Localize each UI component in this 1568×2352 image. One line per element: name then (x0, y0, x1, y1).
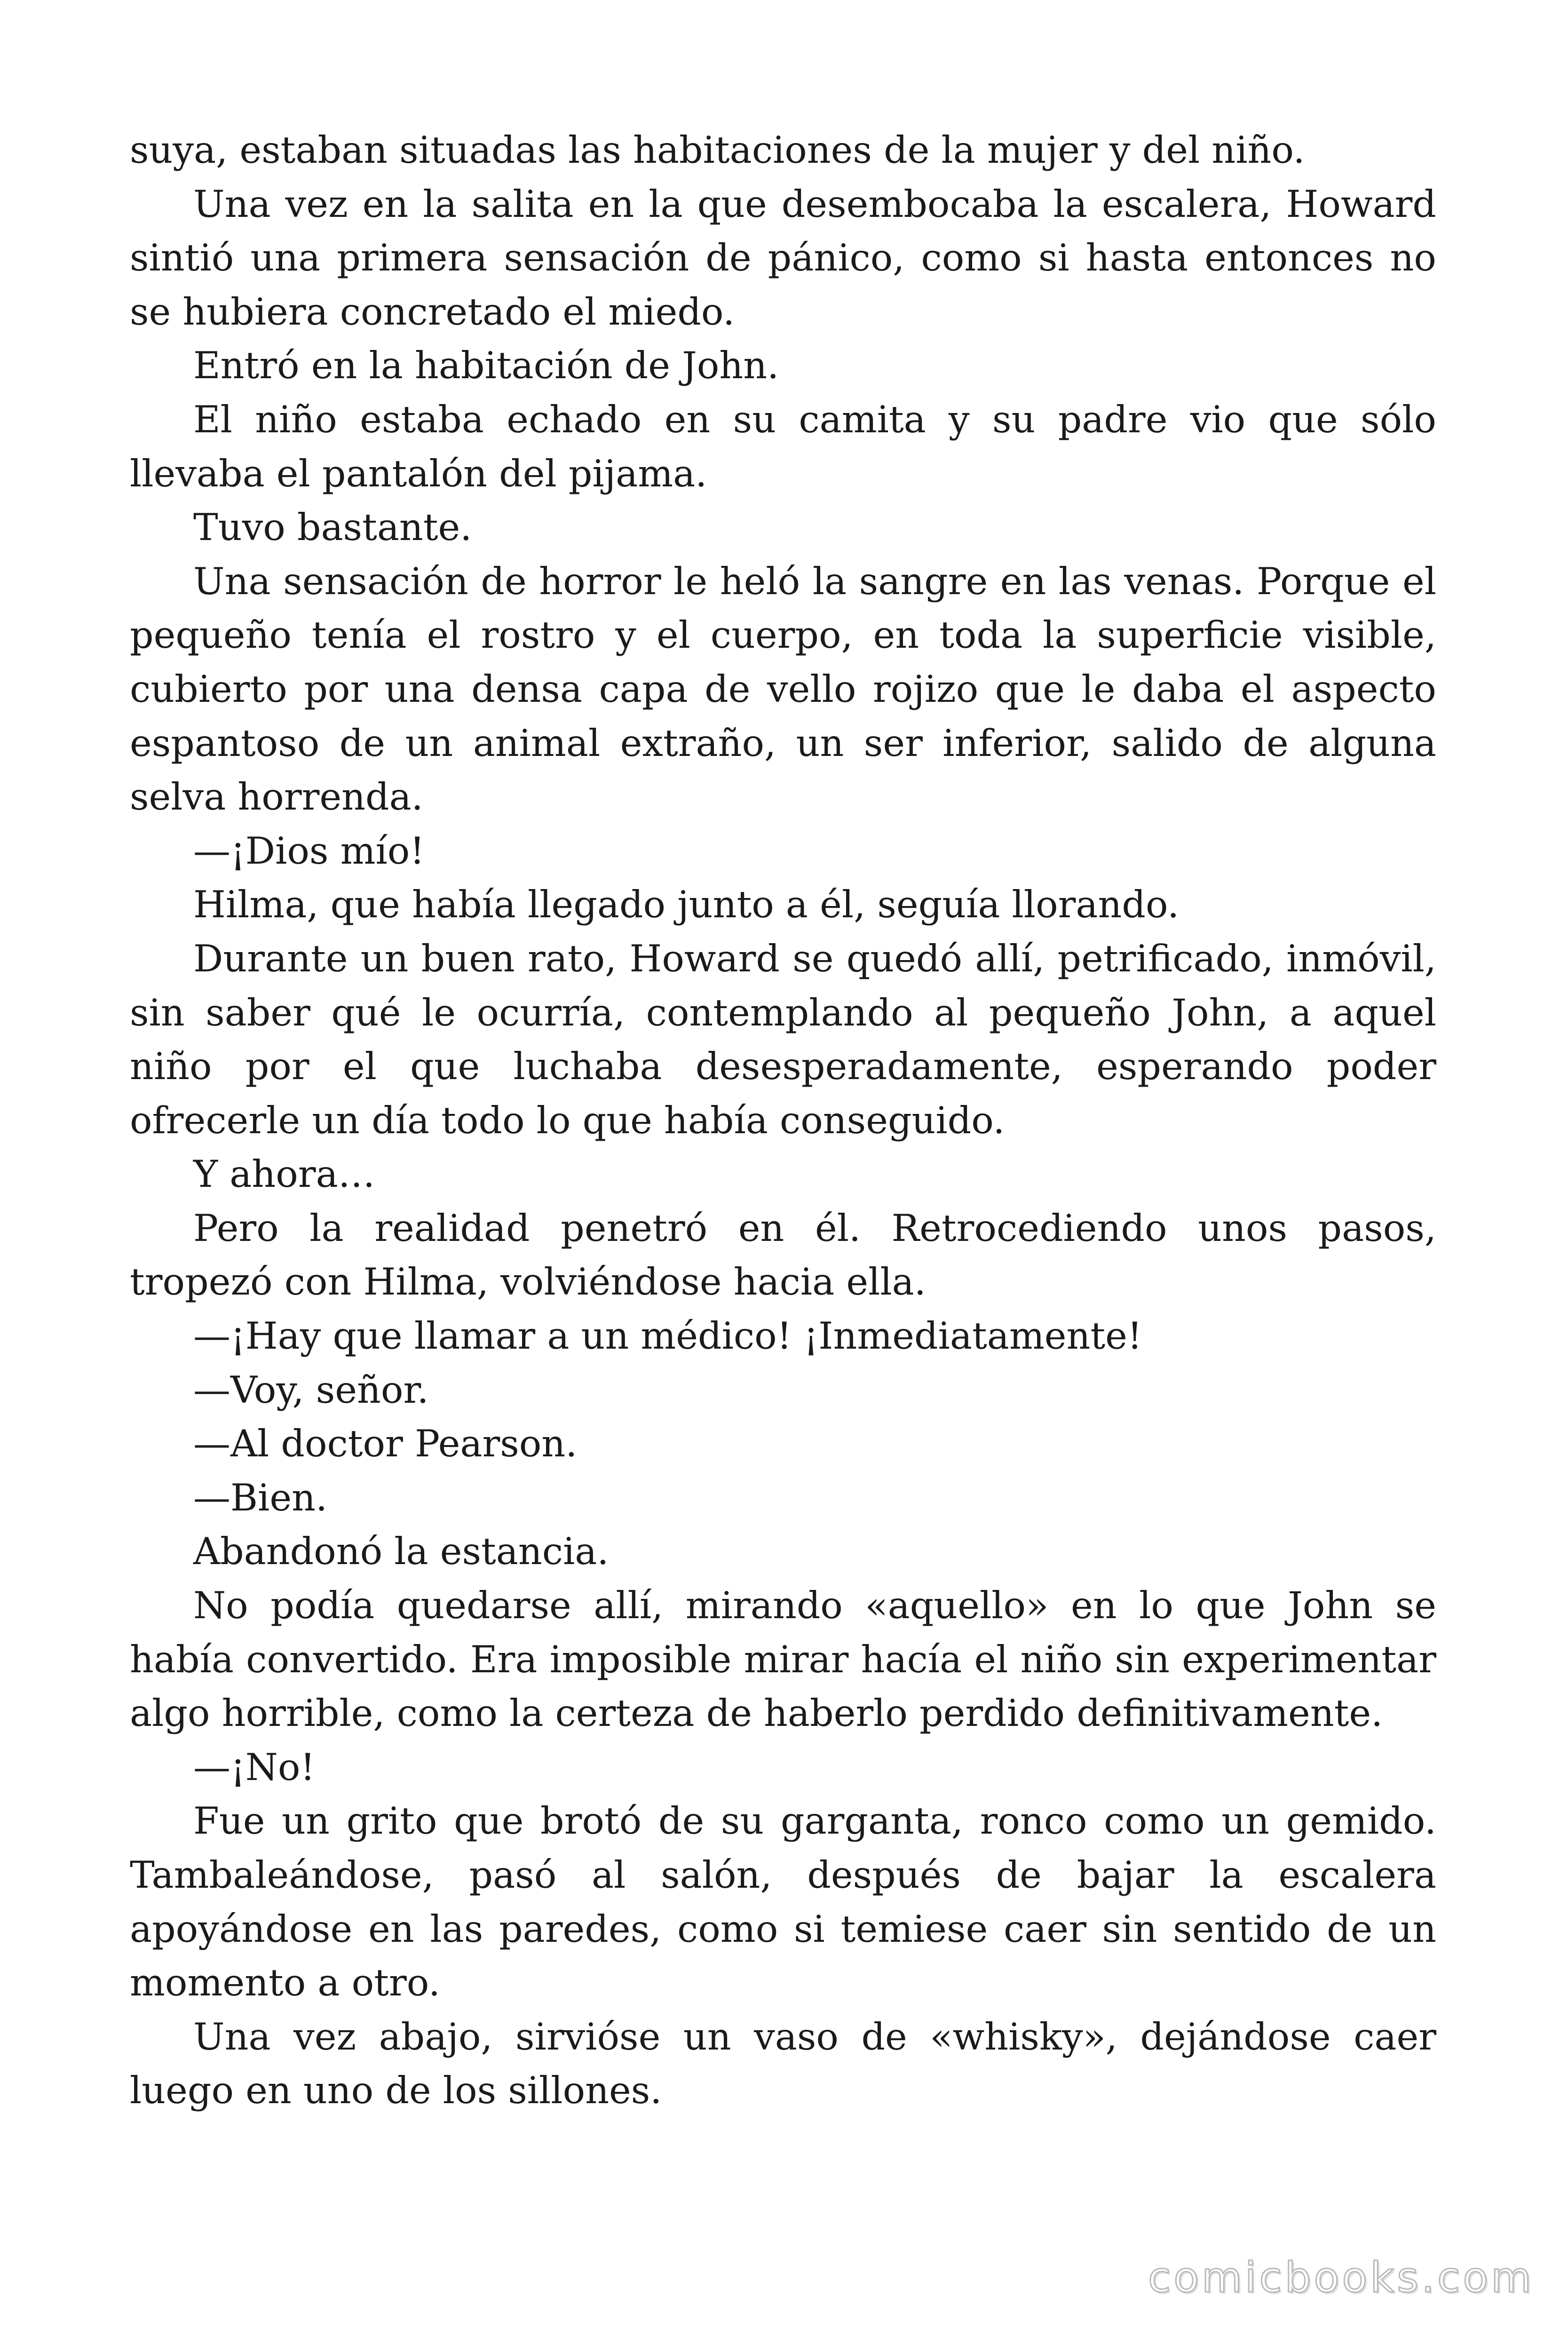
paragraph-19: Fue un grito que brotó de su garganta, ronco como un gemido. Tambaleándose, pasó al salón, después de bajar la escalera apoyándose en las paredes, como si temiese caer sin sentido de un momento a otro. (130, 1799, 1436, 2005)
dialogue-line-4: —Al doctor Pearson. (193, 1422, 578, 1466)
paragraph-3: Entró en la habitación de John. (193, 344, 779, 388)
paragraph-9: Durante un buen rato, Howard se quedó allí, petrificado, inmóvil, sin saber qué le ocurría, contemplando al pequeño John, a aquel niño por el que luchaba desesperadamente, esperando poder ofrecerle un día todo lo que había conseguido. (130, 937, 1436, 1142)
paragraph-2: Una vez en la salita en la que desembocaba la escalera, Howard sintió una primera sensación de pánico, como si hasta entonces no se hubiera concretado el miedo. (130, 182, 1436, 334)
paragraph-6: Una sensación de horror le heló la sangre en las venas. Porque el pequeño tenía el rostro y el cuerpo, en toda la superficie visible, cubierto por una densa capa de vello rojizo que le daba el aspecto espantoso de un animal extraño, un ser inferior, salido de alguna selva horrenda. (130, 559, 1436, 819)
dialogue-line-1: —¡Dios mío! (193, 829, 425, 873)
paragraph-16: Abandonó la estancia. (193, 1530, 609, 1573)
paragraph-11: Pero la realidad penetró en él. Retrocediendo unos pasos, tropezó con Hilma, volviéndose hacia ella. (130, 1206, 1436, 1304)
paragraph-8: Hilma, que había llegado junto a él, seguía llorando. (193, 883, 1180, 927)
paragraph-10: Y ahora… (193, 1152, 375, 1196)
paragraph-5: Tuvo bastante. (193, 506, 472, 549)
paragraph-1: suya, estaban situadas las habitaciones de la mujer y del niño. (130, 128, 1305, 172)
paragraph-20: Una vez abajo, sirvióse un vaso de «whisky», dejándose caer luego en uno de los sillones. (130, 2015, 1436, 2113)
book-page-text (130, 123, 1436, 2118)
dialogue-line-5: —Bien. (193, 1476, 328, 1519)
paragraph-4: El niño estaba echado en su camita y su padre vio que sólo llevaba el pantalón del pijama. (130, 397, 1436, 495)
dialogue-line-3: —Voy, señor. (193, 1368, 429, 1412)
watermark-text: comicbooks.com (1148, 2253, 1534, 2302)
dialogue-line-2: —¡Hay que llamar a un médico! ¡Inmediatamente! (193, 1314, 1142, 1358)
dialogue-line-6: —¡No! (193, 1745, 316, 1789)
paragraph-17: No podía quedarse allí, mirando «aquello» en lo que John se había convertido. Era imposible mirar hacía el niño sin experimentar algo horrible, como la certeza de haberlo perdido definitivamente. (130, 1584, 1436, 1735)
